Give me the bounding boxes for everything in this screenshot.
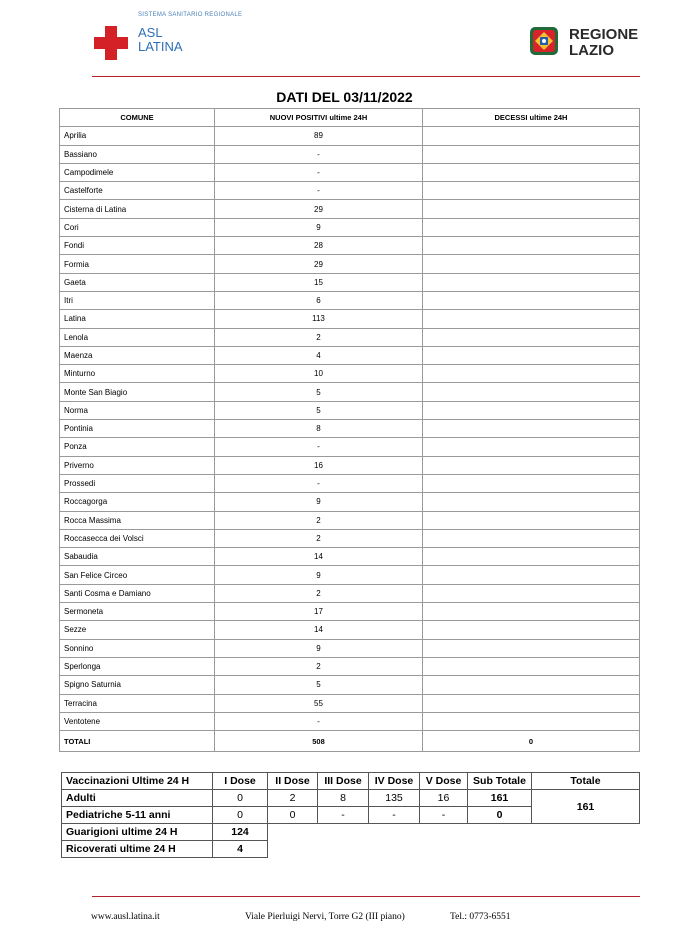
- positivi-cell: -: [215, 163, 423, 181]
- table-row: [60, 182, 640, 200]
- vaccination-table: [61, 772, 640, 858]
- decessi-cell: [423, 163, 640, 181]
- comune-cell: Maenza: [60, 346, 215, 364]
- table-row: [60, 603, 640, 621]
- regione-lazio-logo: [529, 24, 649, 60]
- vax-cell: -: [369, 807, 420, 824]
- table-row: [60, 291, 640, 309]
- table-row: [60, 365, 640, 383]
- decessi-cell: [423, 255, 640, 273]
- comune-cell: Spigno Saturnia: [60, 676, 215, 694]
- table-row: [60, 383, 640, 401]
- table-body: [60, 127, 640, 752]
- decessi-cell: [423, 273, 640, 291]
- decessi-cell: [423, 420, 640, 438]
- asl-latina-logo: [92, 12, 262, 62]
- positivi-cell: 2: [215, 328, 423, 346]
- table-row: [60, 493, 640, 511]
- positivi-cell: 17: [215, 603, 423, 621]
- asl-name-line1: ASL: [138, 25, 163, 40]
- decessi-cell: [423, 529, 640, 547]
- header-divider: [92, 76, 640, 77]
- positivi-cell: 9: [215, 639, 423, 657]
- ricoverati-row: [62, 841, 640, 858]
- positivi-cell: 9: [215, 218, 423, 236]
- positivi-cell: 28: [215, 237, 423, 255]
- positivi-cell: 9: [215, 493, 423, 511]
- decessi-cell: [423, 365, 640, 383]
- comune-cell: Roccagorga: [60, 493, 215, 511]
- region-line1: REGIONE: [569, 26, 639, 43]
- decessi-cell: [423, 474, 640, 492]
- vax-cell: 16: [420, 790, 468, 807]
- positivi-cell: 8: [215, 420, 423, 438]
- comune-cell: Latina: [60, 310, 215, 328]
- table-row: [60, 438, 640, 456]
- asl-name-line2: LATINA: [138, 39, 183, 54]
- vax-header-subtotal: Sub Totale: [468, 773, 532, 790]
- decessi-cell: [423, 291, 640, 309]
- positivi-cell: -: [215, 474, 423, 492]
- table-row: [60, 712, 640, 730]
- positivi-cell: 5: [215, 401, 423, 419]
- vax-cell: 8: [318, 790, 369, 807]
- positivi-cell: 4: [215, 346, 423, 364]
- guarigioni-row: [62, 824, 640, 841]
- positivi-cell: 14: [215, 548, 423, 566]
- decessi-cell: [423, 603, 640, 621]
- vax-header-dose4: IV Dose: [369, 773, 420, 790]
- vax-subtotal-cell: 0: [468, 807, 532, 824]
- decessi-cell: [423, 401, 640, 419]
- comune-cell: Norma: [60, 401, 215, 419]
- table-row: [60, 584, 640, 602]
- decessi-cell: [423, 676, 640, 694]
- vax-cell: 135: [369, 790, 420, 807]
- positivi-cell: -: [215, 712, 423, 730]
- vax-header-dose5: V Dose: [420, 773, 468, 790]
- vax-subtotal-cell: 161: [468, 790, 532, 807]
- decessi-cell: [423, 548, 640, 566]
- guarigioni-value: 124: [213, 824, 268, 841]
- totals-positivi: 508: [215, 731, 423, 752]
- red-cross-icon: [94, 26, 128, 60]
- footer-address: Viale Pierluigi Nervi, Torre G2 (III piano): [245, 912, 405, 922]
- comune-cell: Campodimele: [60, 163, 215, 181]
- decessi-cell: [423, 694, 640, 712]
- table-row: [60, 127, 640, 145]
- footer-divider: [92, 896, 640, 897]
- positivi-cell: 9: [215, 566, 423, 584]
- page-title: DATI DEL 03/11/2022: [276, 89, 413, 105]
- comune-cell: Aprilia: [60, 127, 215, 145]
- vax-cell: -: [420, 807, 468, 824]
- vax-total-cell: 161: [532, 790, 640, 824]
- positivi-cell: 5: [215, 383, 423, 401]
- comune-cell: Sonnino: [60, 639, 215, 657]
- decessi-cell: [423, 328, 640, 346]
- positivi-cell: 2: [215, 511, 423, 529]
- ricoverati-value: 4: [213, 841, 268, 858]
- lazio-emblem-icon: [529, 26, 559, 56]
- vax-row-adulti: [62, 790, 640, 807]
- comune-cell: Minturno: [60, 365, 215, 383]
- table-row: [60, 237, 640, 255]
- comune-cell: Itri: [60, 291, 215, 309]
- table-row: [60, 420, 640, 438]
- comune-cell: Santi Cosma e Damiano: [60, 584, 215, 602]
- decessi-cell: [423, 493, 640, 511]
- table-header-row: [60, 109, 640, 127]
- positivi-cell: 5: [215, 676, 423, 694]
- decessi-cell: [423, 438, 640, 456]
- table-row: [60, 145, 640, 163]
- vax-header-dose2: II Dose: [268, 773, 318, 790]
- decessi-cell: [423, 456, 640, 474]
- comune-cell: Fondi: [60, 237, 215, 255]
- table-row: [60, 200, 640, 218]
- vax-cell: 0: [268, 807, 318, 824]
- regione-lazio-name: [569, 27, 638, 59]
- positivi-cell: 6: [215, 291, 423, 309]
- vax-header-dose3: III Dose: [318, 773, 369, 790]
- vax-header-row: [62, 773, 640, 790]
- comune-cell: Terracina: [60, 694, 215, 712]
- decessi-cell: [423, 383, 640, 401]
- vax-cell: 0: [213, 790, 268, 807]
- comune-cell: Ponza: [60, 438, 215, 456]
- table-row: [60, 346, 640, 364]
- table-row: [60, 328, 640, 346]
- table-row: [60, 310, 640, 328]
- decessi-cell: [423, 657, 640, 675]
- vax-header-label: Vaccinazioni Ultime 24 H: [62, 773, 213, 790]
- positivi-cell: 16: [215, 456, 423, 474]
- decessi-cell: [423, 584, 640, 602]
- comune-cell: Monte San Biagio: [60, 383, 215, 401]
- vax-header-dose1: I Dose: [213, 773, 268, 790]
- comune-cell: Rocca Massima: [60, 511, 215, 529]
- positivi-cell: 2: [215, 584, 423, 602]
- comune-cell: Formia: [60, 255, 215, 273]
- comune-cell: Cori: [60, 218, 215, 236]
- positivi-cell: 29: [215, 255, 423, 273]
- comune-cell: Castelforte: [60, 182, 215, 200]
- table-row: [60, 548, 640, 566]
- decessi-cell: [423, 346, 640, 364]
- table-row: [60, 273, 640, 291]
- comune-cell: Pontinia: [60, 420, 215, 438]
- asl-name: [138, 26, 183, 54]
- table-row: [60, 657, 640, 675]
- guarigioni-label: Guarigioni ultime 24 H: [62, 824, 213, 841]
- positivi-cell: 2: [215, 529, 423, 547]
- totals-decessi: 0: [423, 731, 640, 752]
- table-row: [60, 566, 640, 584]
- vax-cell: 0: [213, 807, 268, 824]
- vax-cell: 2: [268, 790, 318, 807]
- decessi-cell: [423, 712, 640, 730]
- comune-cell: Ventotene: [60, 712, 215, 730]
- vax-cell: -: [318, 807, 369, 824]
- totals-label: TOTALI: [60, 731, 215, 752]
- vax-row-label: Pediatriche 5-11 anni: [62, 807, 213, 824]
- comune-cell: Gaeta: [60, 273, 215, 291]
- positives-table: [59, 108, 640, 752]
- ricoverati-label: Ricoverati ultime 24 H: [62, 841, 213, 858]
- table-row: [60, 621, 640, 639]
- table-row: [60, 639, 640, 657]
- table-row: [60, 676, 640, 694]
- comune-cell: Roccasecca dei Volsci: [60, 529, 215, 547]
- asl-subtitle: SISTEMA SANITARIO REGIONALE: [138, 12, 243, 18]
- positivi-cell: -: [215, 182, 423, 200]
- positivi-cell: 14: [215, 621, 423, 639]
- positivi-cell: 15: [215, 273, 423, 291]
- comune-cell: Sermoneta: [60, 603, 215, 621]
- decessi-cell: [423, 182, 640, 200]
- decessi-cell: [423, 145, 640, 163]
- column-header-positivi: NUOVI POSITIVI ultime 24H: [215, 109, 423, 127]
- vax-row-label: Adulti: [62, 790, 213, 807]
- decessi-cell: [423, 237, 640, 255]
- positivi-cell: 89: [215, 127, 423, 145]
- column-header-comune: COMUNE: [60, 109, 215, 127]
- positivi-cell: -: [215, 438, 423, 456]
- comune-cell: Cisterna di Latina: [60, 200, 215, 218]
- column-header-decessi: DECESSI ultime 24H: [423, 109, 640, 127]
- table-row: [60, 511, 640, 529]
- positivi-cell: 113: [215, 310, 423, 328]
- comune-cell: Sabaudia: [60, 548, 215, 566]
- decessi-cell: [423, 218, 640, 236]
- footer-website: www.ausl.latina.it: [91, 912, 160, 922]
- table-row: [60, 474, 640, 492]
- table-row: [60, 218, 640, 236]
- table-row: [60, 255, 640, 273]
- decessi-cell: [423, 127, 640, 145]
- positivi-cell: 29: [215, 200, 423, 218]
- positivi-cell: 55: [215, 694, 423, 712]
- decessi-cell: [423, 511, 640, 529]
- comune-cell: Sezze: [60, 621, 215, 639]
- comune-cell: San Felice Circeo: [60, 566, 215, 584]
- totals-row: [60, 731, 640, 752]
- comune-cell: Lenola: [60, 328, 215, 346]
- region-line2: LAZIO: [569, 42, 614, 59]
- positivi-cell: 2: [215, 657, 423, 675]
- decessi-cell: [423, 639, 640, 657]
- positivi-cell: 10: [215, 365, 423, 383]
- table-row: [60, 401, 640, 419]
- table-row: [60, 456, 640, 474]
- comune-cell: Prossedi: [60, 474, 215, 492]
- decessi-cell: [423, 200, 640, 218]
- footer-phone: Tel.: 0773-6551: [450, 912, 511, 922]
- vax-header-total: Totale: [532, 773, 640, 790]
- comune-cell: Bassiano: [60, 145, 215, 163]
- decessi-cell: [423, 566, 640, 584]
- comune-cell: Sperlonga: [60, 657, 215, 675]
- comune-cell: Priverno: [60, 456, 215, 474]
- table-row: [60, 529, 640, 547]
- table-row: [60, 694, 640, 712]
- decessi-cell: [423, 310, 640, 328]
- table-row: [60, 163, 640, 181]
- positivi-cell: -: [215, 145, 423, 163]
- decessi-cell: [423, 621, 640, 639]
